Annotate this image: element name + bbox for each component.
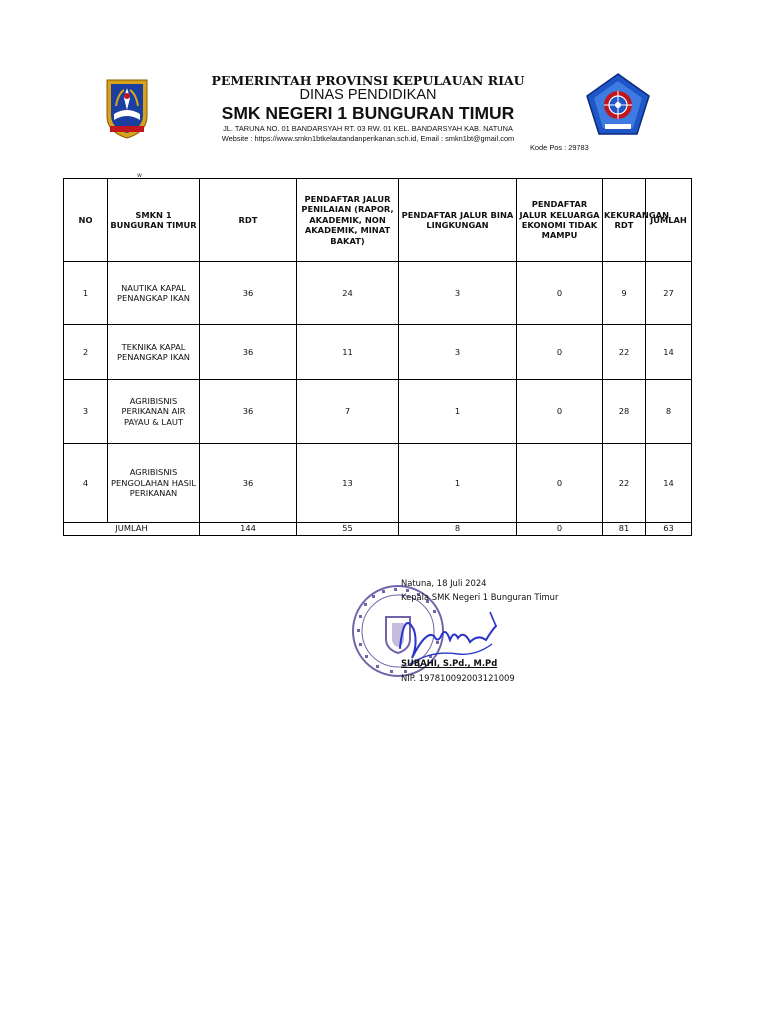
header-contact: Website : https://www.smkn1btkelautandanperikanan.sch.id, Email : smkn1bt@gmail.com	[221, 134, 515, 143]
table-header-row	[64, 179, 692, 262]
cell-rdt: 36	[200, 262, 297, 325]
cell-rdt: 36	[200, 325, 297, 380]
header-no: NO	[64, 179, 108, 262]
header-bina-lingkungan: PENDAFTAR JALUR BINA LINGKUNGAN	[399, 179, 517, 262]
signature-date: Natuna, 18 Juli 2024	[401, 578, 487, 588]
cell-penilaian: 11	[297, 325, 399, 380]
cell-bina: 1	[399, 380, 517, 444]
cell-bina: 3	[399, 325, 517, 380]
header-jumlah: JUMLAH	[646, 179, 692, 262]
table-total-row	[64, 523, 692, 536]
header-kekurangan: KEKURANGAN RDT	[603, 179, 646, 262]
total-penilaian: 55	[297, 523, 399, 536]
cell-bina: 1	[399, 444, 517, 523]
signature-nip: NIP. 197810092003121009	[401, 673, 515, 683]
total-ekonomi: 0	[517, 523, 603, 536]
cell-program: AGRIBISNIS PERIKANAN AIR PAYAU & LAUT	[108, 380, 200, 444]
table-row	[64, 262, 692, 325]
cell-kekurangan: 22	[603, 444, 646, 523]
header-penilaian: PENDAFTAR JALUR PENILAIAN (RAPOR, AKADEMIK, NON AKADEMIK, MINAT BAKAT)	[297, 179, 399, 262]
school-emblem-icon	[585, 72, 651, 136]
cell-ekonomi: 0	[517, 444, 603, 523]
table-row	[64, 325, 692, 380]
total-kekurangan: 81	[603, 523, 646, 536]
total-bina: 8	[399, 523, 517, 536]
cell-kekurangan: 22	[603, 325, 646, 380]
cell-rdt: 36	[200, 444, 297, 523]
cell-jumlah: 27	[646, 262, 692, 325]
total-rdt: 144	[200, 523, 297, 536]
table-row	[64, 380, 692, 444]
cell-penilaian: 7	[297, 380, 399, 444]
table-row	[64, 444, 692, 523]
cell-jumlah: 8	[646, 380, 692, 444]
header-address: JL. TARUNA NO. 01 BANDARSYAH RT. 03 RW. 01 KEL. BANDARSYAH KAB. NATUNA	[223, 124, 513, 133]
header-rdt: RDT	[200, 179, 297, 262]
stray-marker: w	[137, 172, 142, 179]
signature-role: Kepala SMK Negeri 1 Bunguran Timur	[401, 592, 559, 602]
header-program: SMKN 1 BUNGURAN TIMUR	[108, 179, 200, 262]
cell-ekonomi: 0	[517, 262, 603, 325]
cell-ekonomi: 0	[517, 380, 603, 444]
cell-rdt: 36	[200, 380, 297, 444]
header-agency-line: DINAS PENDIDIKAN	[299, 87, 437, 103]
cell-penilaian: 24	[297, 262, 399, 325]
cell-kekurangan: 9	[603, 262, 646, 325]
header-government-line: PEMERINTAH PROVINSI KEPULAUAN RIAU	[211, 73, 525, 88]
header-ekonomi: PENDAFTAR JALUR KELUARGA EKONOMI TIDAK MAMPU	[517, 179, 603, 262]
cell-bina: 3	[399, 262, 517, 325]
signature-name: SUBAHI, S.Pd., M.Pd	[401, 658, 498, 668]
header-school-name: SMK NEGERI 1 BUNGURAN TIMUR	[221, 103, 515, 123]
header-postal-code: Kode Pos : 29783	[530, 143, 589, 152]
cell-no: 1	[64, 262, 108, 325]
total-label: JUMLAH	[64, 523, 200, 536]
cell-jumlah: 14	[646, 325, 692, 380]
cell-ekonomi: 0	[517, 325, 603, 380]
cell-program: TEKNIKA KAPAL PENANGKAP IKAN	[108, 325, 200, 380]
cell-no: 2	[64, 325, 108, 380]
cell-no: 3	[64, 380, 108, 444]
registration-table	[63, 178, 692, 536]
cell-program: AGRIBISNIS PENGOLAHAN HASIL PERIKANAN	[108, 444, 200, 523]
cell-jumlah: 14	[646, 444, 692, 523]
total-jumlah: 63	[646, 523, 692, 536]
cell-no: 4	[64, 444, 108, 523]
cell-kekurangan: 28	[603, 380, 646, 444]
province-emblem-icon	[104, 76, 150, 140]
cell-penilaian: 13	[297, 444, 399, 523]
cell-program: NAUTIKA KAPAL PENANGKAP IKAN	[108, 262, 200, 325]
